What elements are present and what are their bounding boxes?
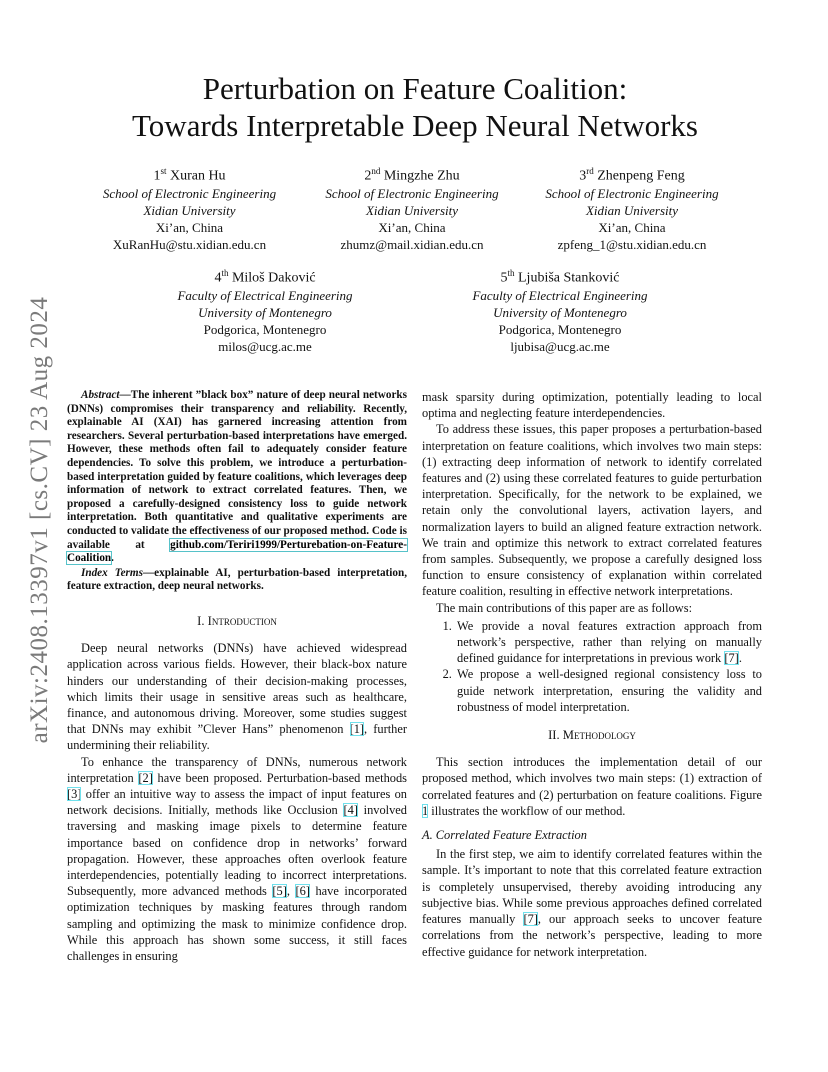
intro-paragraph-2: To enhance the transparency of DNNs, numerous network interpretation [2] have been proposed. Perturbation-based methods [3] offer an intuitive way to assess the impact of input features on network decisions. Initially, methods like Occlusion [4] involved traversing and masking image pixels to determine feature importance based on confidence drop in networks’ forward propagation. However, these approaches often overlook feature interdependencies, potentially leading to incorrect interpretations. Subsequently, more advanced methods [5], [6] have incorporated optimization techniques by masking features through random sampling and optimizing the mask to minimize confidence drop. While this approach has shown some success, it still faces challenges in ensuring [67,754,407,963]
author-5: 5th Ljubiša Stanković Faculty of Electrical Engineering University of Montenegro Podgorica, Montenegro ljubisa@ucg.ac.me [465,265,655,355]
paper-title-line-1: Perturbation on Feature Coalition: [202,71,628,106]
citation-link[interactable]: [1] [349,722,365,737]
author-2: 2nd Mingzhe Zhu School of Electronic Engineering Xidian University Xi’an, China zhumz@mail.xidian.edu.cn [317,163,507,253]
method-paragraph-1: This section introduces the implementation detail of our proposed method, which involves two main steps: (1) extraction of correlated features and (2) perturbation on feature coalitions. Figure 1 illustrates the workflow of our method. [422,755,762,818]
author-4: 4th Miloš Daković Faculty of Electrical Engineering University of Montenegro Podgorica, Montenegro milos@ucg.ac.me [170,265,360,355]
paper-title-line-2: Towards Interpretable Deep Neural Networks [132,108,698,143]
section-heading-introduction: I. Introduction [197,613,277,628]
code-link[interactable]: github.com/Teriri1999/Perturebation-on-Feature-Coalition [67,538,407,565]
intro-paragraph-3: To address these issues, this paper proposes a perturbation-based interpretation on feature coalitions, which involves two main steps: (1) extracting deep information of network to identify correlated features and (2) using these correlated features to guide perturbation interpretation. Specifically, for the network to be explained, we retain only the convolutional layers, activation layers, and normalization layers to build an aligned feature extraction network. We train and optimize this network to extract correlated features from samples. Subsequently, we propose a carefully designed loss function to ensure consistency of explanation within correlated feature coalition, resulting in effective network interpretations. [422,422,762,599]
abstract: Abstract—The inherent ”black box” nature of deep neural networks (DNNs) compromises their transparency and reliability. Recently, explainable AI (XAI) has garnered increasing attention from researchers. Several perturbation-based interpretations have emerged. However, these methods often fail to adequately consider feature dependencies. To solve this problem, we introduce a perturbation-based interpretation guided by feature coalitions, which leverages deep information of network to extract correlated features. Then, we proposed a carefully-designed consistency loss to guide network interpretation. Both quantitative and qualitative experiments are conducted to validate the effectiveness of our proposed method. Code is available at github.com/Teriri1999/Perturebation-on-Feature-Coalition. [67,389,407,565]
citation-link[interactable]: [7] [523,912,538,927]
citation-link[interactable]: [5] [272,884,287,899]
citation-link[interactable]: [7] [724,651,739,666]
author-name: Miloš Daković [231,270,316,286]
author-email: ljubisa@ucg.ac.me [510,338,610,354]
method-paragraph-2: In the first step, we aim to identify correlated features within the sample. It’s important to note that this correlated feature extraction is completely unsupervised, thereby avoiding introducing any subjective bias. While some previous approaches defined correlated features manually [7], our approach seeks to uncover feature correlations from the network’s perspective, leading to more effective guidance for network interpretation. [422,847,762,959]
intro-paragraph-4: The main contributions of this paper are as follows: [436,600,693,615]
list-item: 2. We propose a well-designed regional consistency loss to guide network interpretation, ensuring the validity and robustness of model interpretation. [455,666,762,715]
subsection-heading: A. Correlated Feature Extraction [422,828,587,843]
author-name: Zhenpeng Feng [597,168,685,184]
citation-link[interactable]: [4] [343,803,358,818]
author-email: zhumz@mail.xidian.edu.cn [340,236,484,252]
right-column [422,389,762,960]
citation-link[interactable]: [6] [295,884,310,899]
author-1: 1st Xuran Hu School of Electronic Engineering Xidian University Xi’an, China XuRanHu@stu.xidian.edu.cn [97,163,282,253]
author-name: Ljubiša Stanković [518,270,620,286]
author-name: Xuran Hu [169,168,226,184]
section-heading-methodology: II. Methodology [548,728,636,743]
arxiv-stamp [10,280,70,760]
contributions-list [422,618,762,715]
author-email: zpfeng_1@stu.xidian.edu.cn [557,236,707,252]
citation-link[interactable]: [2] [138,770,153,785]
index-terms: Index Terms—explainable AI, perturbation-based interpretation, feature extraction, deep neural networks. [67,566,407,593]
author-email: milos@ucg.ac.me [218,338,312,354]
citation-link[interactable]: [3] [67,786,82,801]
left-column [67,389,407,964]
figure-link[interactable]: 1 [422,803,429,818]
author-email: XuRanHu@stu.xidian.edu.cn [112,236,267,252]
author-name: Mingzhe Zhu [383,168,460,184]
author-3: 3rd Zhenpeng Feng School of Electronic Engineering Xidian University Xi’an, China zpfeng_1@stu.xidian.edu.cn [537,163,727,253]
arxiv-id: arXiv:2408.13397v1 [cs.CV] 23 Aug 2024 [26,296,53,744]
list-item: 1. We provide a noval features extraction approach from network’s perspective, rather than relying on manually defined guidance for interpretations in previous work [7]. [455,618,762,667]
intro-paragraph-2-continued: mask sparsity during optimization, potentially leading to local optima and neglecting feature interdependencies. [422,390,762,421]
intro-paragraph-1: Deep neural networks (DNNs) have achieved widespread application across various fields. However, their black-box nature hinders our understanding of their decision-making processes, which limits their usage in sensitive areas such as healthcare, finance, and autonomous driving. Moreover, some studies suggest that DNNs may exhibit ”Clever Hans” phenomenon [1], further undermining their reliability. [67,641,407,753]
